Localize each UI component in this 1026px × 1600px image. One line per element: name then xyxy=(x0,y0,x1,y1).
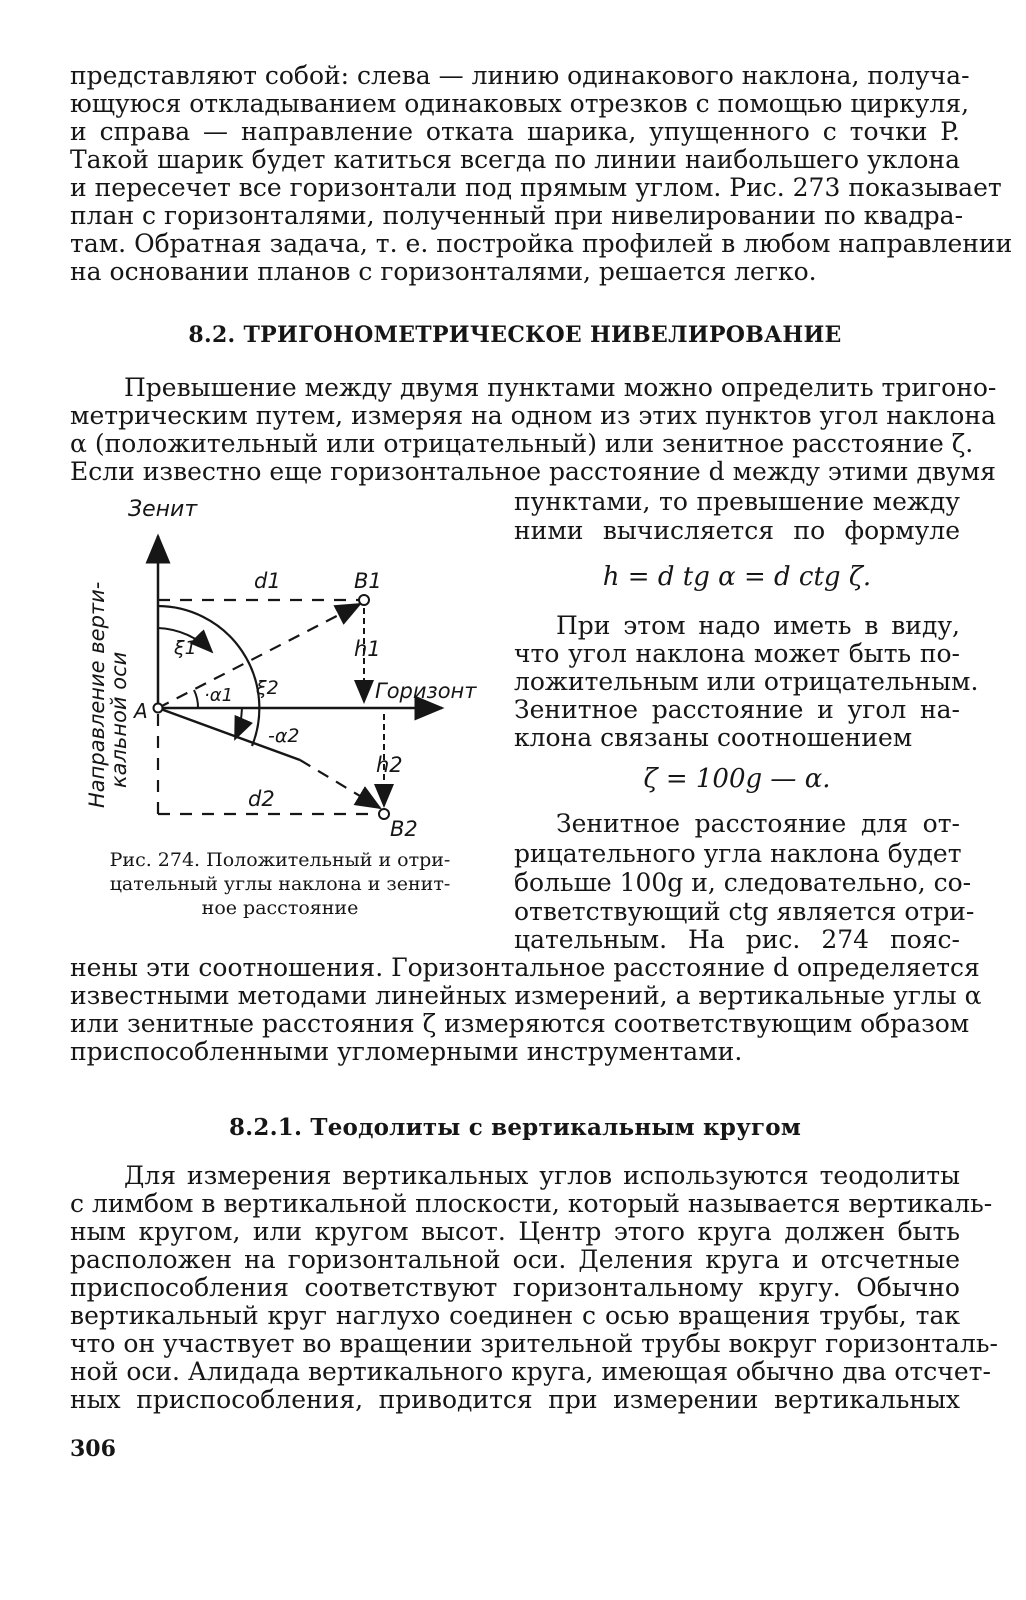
arc-alpha1 xyxy=(194,690,198,708)
text-line: представляют собой: слева — линию одинакового наклона, получа- xyxy=(70,61,970,90)
figure-caption xyxy=(70,848,490,920)
text-line: ними вычисляется по формуле xyxy=(514,516,960,545)
label-A: A xyxy=(134,699,148,723)
point-A xyxy=(154,704,163,713)
text-line: и справа — направление отката шарика, упущенного с точки P. xyxy=(70,117,960,146)
text-line: Для измерения вертикальных углов используются теодолиты xyxy=(124,1161,960,1190)
text-line: приспособленными угломерными инструментами. xyxy=(70,1037,743,1066)
arc-alpha2 xyxy=(235,708,242,739)
text-line: план с горизонталями, полученный при нивелировании по квадра- xyxy=(70,201,964,230)
text-line: что угол наклона может быть по- xyxy=(514,639,960,668)
text-line: α (положительный или отрицательный) или зенитное расстояние ζ. xyxy=(70,429,974,458)
caption-line: ное расстояние xyxy=(201,897,359,919)
label-zenith: Зенит xyxy=(128,497,198,522)
text-line: и пересечет все горизонтали под прямым углом. Рис. 273 показывает xyxy=(70,173,1002,202)
label-horizon: Горизонт xyxy=(375,679,477,703)
page-number: 306 xyxy=(70,1436,116,1462)
label-alpha2: -α2 xyxy=(268,725,300,747)
caption-line: Рис. 274. Положительный и отри- xyxy=(109,849,451,871)
formula-height: h = d tg α = d ctg ζ. xyxy=(602,562,872,592)
text-line: ответствующий ctg является отри- xyxy=(514,897,975,926)
point-B2 xyxy=(379,809,389,819)
text-line: с лимбом в вертикальной плоскости, который называется вертикаль- xyxy=(70,1189,993,1218)
formula-zenith: ζ = 100g — α. xyxy=(643,764,831,794)
line-A-B2-dashed xyxy=(300,760,380,808)
label-h1: h1 xyxy=(354,637,381,661)
text-line: известными методами линейных измерений, а вертикальные углы α xyxy=(70,981,982,1010)
label-d2: d2 xyxy=(248,787,275,811)
label-B2: B2 xyxy=(390,817,418,841)
subsection-heading: 8.2.1. Теодолиты с вертикальным кругом xyxy=(228,1114,802,1141)
text-line: метрическим путем, измеряя на одном из этих пунктов угол наклона xyxy=(70,401,996,430)
text-line: рицательного угла наклона будет xyxy=(514,839,962,868)
text-line: или зенитные расстояния ζ измеряются соответствующим образом xyxy=(70,1009,970,1038)
label-h2: h2 xyxy=(376,753,403,777)
text-line: Такой шарик будет катиться всегда по линии наибольшего уклона xyxy=(70,145,960,174)
text-line: клона связаны соотношением xyxy=(514,723,913,752)
text-line: ной оси. Алидада вертикального круга, имеющая обычно два отсчет- xyxy=(70,1357,991,1386)
section-heading: 8.2. ТРИГОНОМЕТРИЧЕСКОЕ НИВЕЛИРОВАНИЕ xyxy=(188,322,842,348)
text-line: что он участвует во вращении зрительной трубы вокруг горизонталь- xyxy=(70,1329,998,1358)
caption-line: цательный углы наклона и зенит- xyxy=(109,873,451,895)
label-alpha1: ·α1 xyxy=(204,685,234,706)
text-line: приспособления соответствуют горизонтальному кругу. Обычно xyxy=(70,1273,960,1302)
text-line: Зенитное расстояние и угол на- xyxy=(514,695,960,724)
text-line: Зенитное расстояние для от- xyxy=(556,809,960,838)
text-line: на основании планов с горизонталями, решается легко. xyxy=(70,257,817,286)
text-line: ных приспособления, приводится при измерении вертикальных xyxy=(70,1385,960,1414)
label-d1: d1 xyxy=(254,569,281,593)
point-B1 xyxy=(359,595,369,605)
text-line: цательным. На рис. 274 пояс- xyxy=(514,925,960,954)
text-line: нены эти соотношения. Горизонтальное расстояние d определяется xyxy=(70,953,980,982)
text-line: При этом надо иметь в виду, xyxy=(556,611,960,640)
text-line: ющуюся откладыванием одинаковых отрезков с помощью циркуля, xyxy=(70,89,970,118)
text-line: пунктами, то превышение между xyxy=(514,487,960,516)
label-vertical-axis-2: кальной оси xyxy=(107,651,131,788)
arc-xi2 xyxy=(158,606,259,746)
text-line: ным кругом, или кругом высот. Центр этого круга должен быть xyxy=(70,1217,960,1246)
text-line: Превышение между двумя пунктами можно определить тригоно- xyxy=(124,373,997,402)
label-vertical-axis: Направление верти- xyxy=(85,581,109,808)
text-line: больше 100g и, следовательно, со- xyxy=(514,868,972,897)
text-line: вертикальный круг наглухо соединен с осью вращения трубы, так xyxy=(70,1301,960,1330)
text-line: расположен на горизонтальной оси. Деления круга и отсчетные xyxy=(70,1245,960,1274)
label-B1: B1 xyxy=(354,569,382,593)
text-line: Если известно еще горизонтальное расстояние d между этими двумя xyxy=(70,457,996,486)
text-line: там. Обратная задача, т. е. постройка профилей в любом направлении xyxy=(70,229,1013,258)
text-line: ложительным или отрицательным. xyxy=(514,667,979,696)
label-xi1: ξ1 xyxy=(174,637,197,659)
label-xi2: ξ2 xyxy=(256,677,279,699)
figure-274-diagram xyxy=(70,496,510,841)
